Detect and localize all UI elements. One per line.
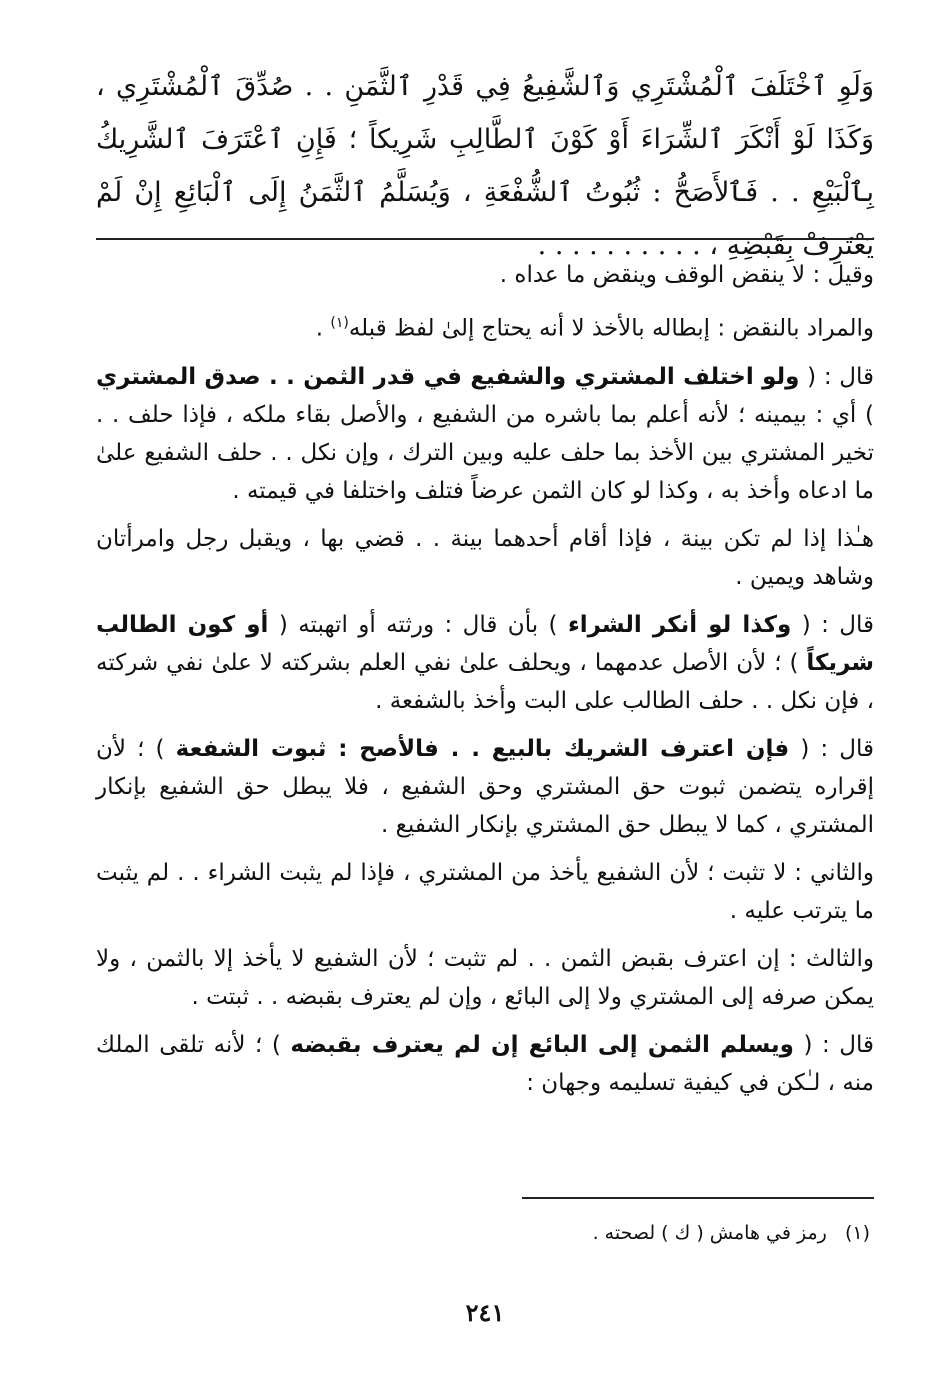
footnote-divider (522, 1197, 874, 1199)
quote-open: قال : ( (789, 735, 874, 762)
quoted-matn: وكذا لو أنكر الشراء (567, 611, 792, 638)
page-number: ٢٤١ (465, 1298, 505, 1327)
matn-dots: . . . . . . . . . . (537, 230, 701, 261)
commentary-paragraph-9 (96, 1026, 874, 1102)
paragraph-2-end: . (315, 315, 331, 342)
matn-body: وَلَوِ ٱخْتَلَفَ ٱلْمُشْتَرِي وَٱلشَّفِيعُ فِي قَدْرِ ٱلثَّمَنِ . . صُدِّقَ ٱلْمُشْتَرِي ، وَكَذَا لَوْ أَنْكَرَ ٱلشِّرَاءَ أَوْ كَوْنَ ٱلطَّالِبِ شَرِيكاً ؛ فَإِنِ ٱعْتَرَفَ ٱلشَّرِيكُ بِٱلْبَيْعِ . . فَٱلأَصَحُّ : ثُبُوتُ ٱلشُّفْعَةِ ، وَيُسَلَّمُ ٱلثَّمَنُ إِلَى ٱلْبَائِعِ إِنْ لَمْ يَعْتَرِفْ بِقَبْضِهِ ، (96, 71, 874, 261)
paragraph-5-text-end: ) ؛ لأن الأصل عدمهما ، ويحلف علىٰ نفي العلم بشركته لا علىٰ نفي شركته ، فإن نكل . . حلف الطالب على البت وأخذ بالشفعة . (96, 649, 874, 714)
paragraph-6-text: ) ؛ لأن إقراره يتضمن ثبوت حق المشتري وحق الشفيع ، فلا يبطل حق الشفيع بإنكار المشتري ، كما لا يبطل حق المشتري بإنكار الشفيع . (96, 735, 874, 838)
paragraph-3-text: ) أي : بيمينه ؛ لأنه أعلم بما باشره من الشفيع ، والأصل بقاء ملكه ، فإذا حلف . . تخير المشتري بين الأخذ بما حلف عليه وبين الترك ، وإن نكل . . حلف الشفيع علىٰ ما ادعاه وأخذ به ، وكذا لو كان الثمن عرضاً فتلف واختلفا في قيمته . (96, 401, 874, 504)
paragraph-2-text: والمراد بالنقض : إبطاله بالأخذ لا أنه يحتاج إلىٰ لفظ قبله (348, 315, 874, 342)
quote-open: قال : ( (791, 611, 874, 638)
commentary-paragraph-2 (96, 304, 874, 348)
book-page (96, 60, 874, 1350)
commentary-paragraph-5 (96, 606, 874, 720)
commentary (96, 256, 874, 1112)
commentary-paragraph-1: وقيل : لا ينقض الوقف وينقض ما عداه . (499, 262, 874, 288)
quoted-matn: أو كون الطالب شريكاً (96, 611, 874, 676)
quoted-matn: ولو اختلف المشتري والشفيع في قدر الثمن . . صدق المشتري (96, 363, 800, 390)
commentary-paragraph-3 (96, 358, 874, 510)
quoted-matn: ويسلم الثمن إلى البائع إن لم يعترف بقبضه (290, 1031, 794, 1058)
commentary-paragraph-4: هـٰذا إذا لم تكن بينة ، فإذا أقام أحدهما بينة . . قضي بها ، ويقبل رجل وامرأتان وشاهد ويمين . (96, 525, 874, 590)
quote-open: قال : ( (793, 1031, 875, 1058)
paragraph-5-text: ) بأن قال : ورثته أو اتهبته ( (268, 611, 568, 638)
paragraph-9-text: ) ؛ لأنه تلقى الملك منه ، لـٰكن في كيفية تسليمه وجهان : (96, 1031, 874, 1096)
commentary-paragraph-8: والثالث : إن اعترف بقبض الثمن . . لم تثبت ؛ لأن الشفيع لا يأخذ إلا بالثمن ، ولا يمكن صرفه إلى المشتري ولا إلى البائع ، وإن لم يعترف بقبضه . . ثبتت . (96, 945, 874, 1010)
quote-open: قال : ( (799, 363, 874, 390)
footnote (593, 1218, 870, 1248)
quoted-matn: فإن اعترف الشريك بالبيع . . فالأصح : ثبوت الشفعة (175, 735, 790, 762)
footnote-number: (١) (844, 1222, 870, 1244)
matn-text (96, 60, 874, 272)
footnote-text: رمز في هامش ( ك ) لصحته . (592, 1222, 827, 1244)
matn-divider (96, 238, 874, 240)
footnote-reference[interactable]: (١) (330, 315, 349, 331)
commentary-paragraph-6 (96, 730, 874, 844)
commentary-paragraph-7: والثاني : لا تثبت ؛ لأن الشفيع يأخذ من المشتري ، فإذا لم يثبت الشراء . . لم يثبت ما يترتب عليه . (96, 859, 874, 924)
